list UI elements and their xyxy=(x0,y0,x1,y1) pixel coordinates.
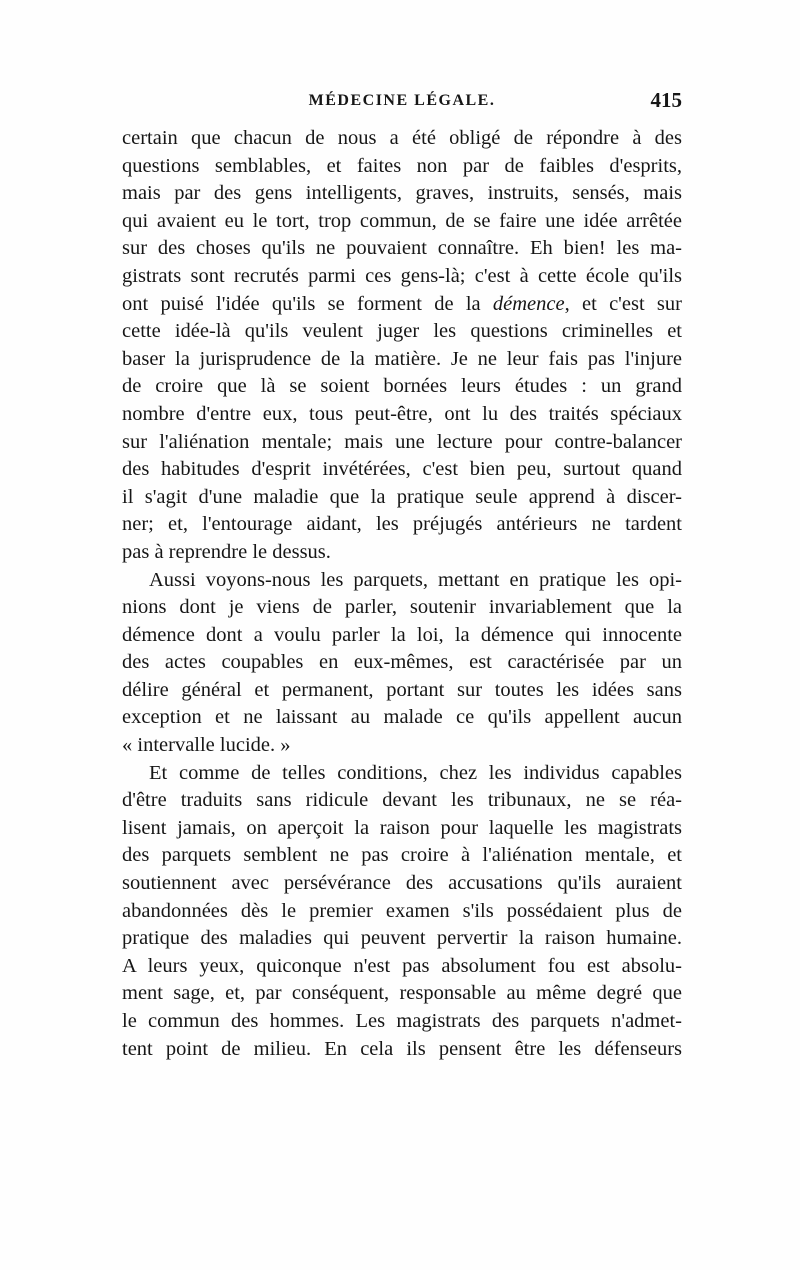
text-line: tent point de milieu. En cela ils pensent être les défenseurs xyxy=(122,1037,682,1060)
italic-word: démence xyxy=(492,292,565,315)
body-text xyxy=(122,125,682,1063)
text-line: lisent jamais, on aperçoit la raison pour laquelle les magistrats xyxy=(122,816,682,839)
text-line: qui avaient eu le tort, trop commun, de se faire une idée arrêtée xyxy=(122,209,682,232)
text-line: A leurs yeux, quiconque n'est pas absolument fou est absolu- xyxy=(122,954,682,977)
text-line: nions dont je viens de parler, soutenir invariablement que la xyxy=(122,596,682,619)
text-line: sur des choses qu'ils ne pouvaient connaître. Eh bien! les ma- xyxy=(122,237,682,260)
text-line: Et comme de telles conditions, chez les individus capables xyxy=(149,761,682,784)
text-line: nombre d'entre eux, tous peut-être, ont lu des traités spéciaux xyxy=(122,402,682,425)
text-line: soutiennent avec persévérance des accusations qu'ils auraient xyxy=(122,872,682,895)
text-line: le commun des hommes. Les magistrats des parquets n'admet- xyxy=(122,1010,682,1032)
text-line: de croire que là se soient bornées leurs études : un grand xyxy=(122,375,682,398)
text-line: gistrats sont recrutés parmi ces gens-là; c'est à cette école qu'ils xyxy=(122,264,682,287)
text-line: questions semblables, et faites non par de faibles d'esprits, xyxy=(122,154,682,177)
text-line: exception et ne laissant au malade ce qu'ils appellent aucun xyxy=(122,706,682,729)
text-line: des actes coupables en eux-mêmes, est caractérisée par un xyxy=(122,651,682,674)
text-line: cette idée-là qu'ils veulent juger les questions criminelles et xyxy=(122,320,682,343)
running-head xyxy=(122,88,682,122)
text-line: « intervalle lucide. » xyxy=(122,734,291,757)
text-line: ner; et, l'entourage aidant, les préjugés antérieurs ne tardent xyxy=(122,513,682,536)
running-title: MÉDECINE LÉGALE. xyxy=(308,92,496,109)
text-line: abandonnées dès le premier examen s'ils possédaient plus de xyxy=(122,899,682,922)
text-line: pas à reprendre le dessus. xyxy=(122,540,331,563)
text-line: des parquets semblent ne pas croire à l'aliénation mentale, et xyxy=(122,844,682,867)
text-line: des habitudes d'esprit invétérées, c'est bien peu, surtout quand xyxy=(122,458,682,481)
text-line: baser la jurisprudence de la matière. Je ne leur fais pas l'injure xyxy=(122,347,682,370)
text-line: Aussi voyons-nous les parquets, mettant en pratique les opi- xyxy=(149,568,682,591)
text-segment: , et c'est sur xyxy=(564,292,682,315)
text-line: ment sage, et, par conséquent, responsable au même degré que xyxy=(122,982,682,1005)
text-line: certain que chacun de nous a été obligé de répondre à des xyxy=(122,127,682,149)
text-line: il s'agit d'une maladie que la pratique seule apprend à discer- xyxy=(122,485,682,508)
page-number: 415 xyxy=(650,88,682,112)
text-segment: ont puisé l'idée qu'ils se forment de la xyxy=(122,292,493,315)
text-line: mais par des gens intelligents, graves, instruits, sensés, mais xyxy=(122,182,682,205)
text-line: délire général et permanent, portant sur toutes les idées sans xyxy=(122,678,682,701)
text-line: sur l'aliénation mentale; mais une lecture pour contre-balancer xyxy=(122,430,682,453)
text-line: pratique des maladies qui peuvent pervertir la raison humaine. xyxy=(122,927,682,950)
text-line: d'être traduits sans ridicule devant les tribunaux, ne se réa- xyxy=(122,789,682,812)
text-line: démence dont a voulu parler la loi, la démence qui innocente xyxy=(122,623,682,646)
text-line xyxy=(122,291,682,319)
